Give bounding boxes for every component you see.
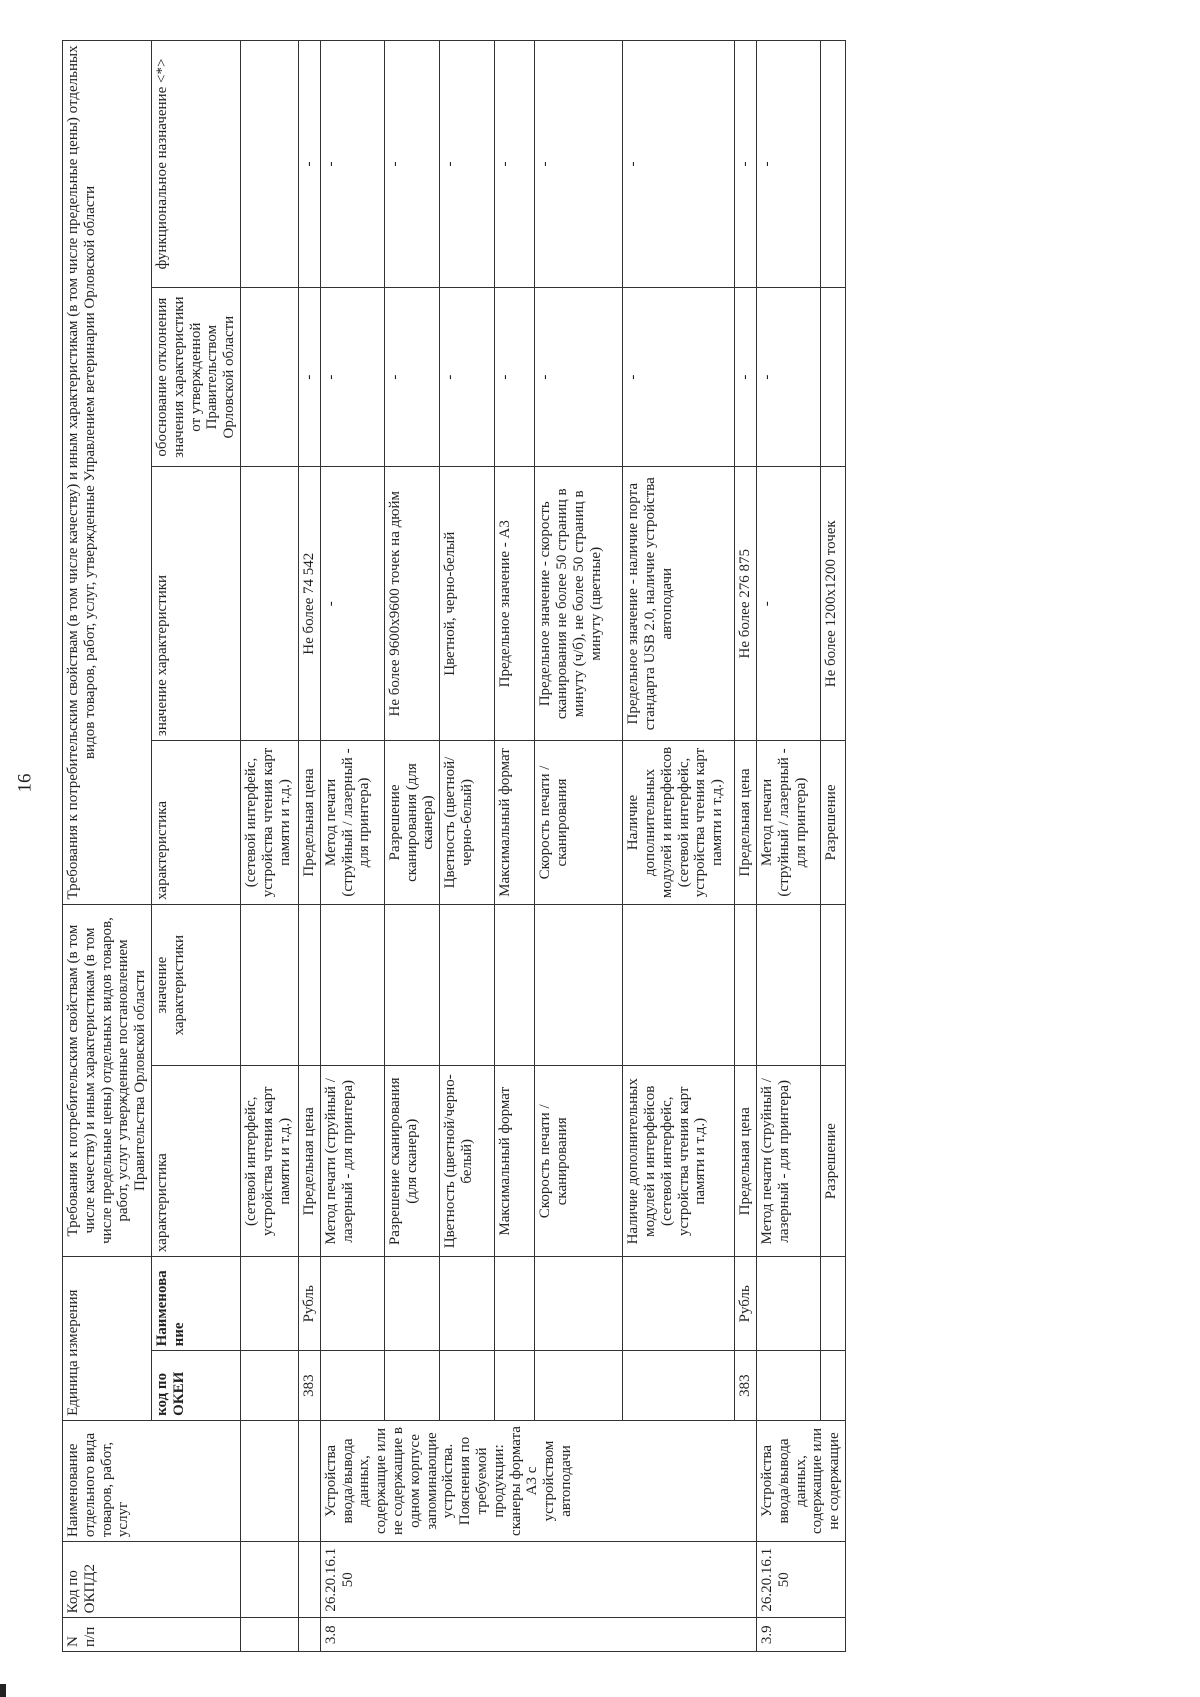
header-unit-name: Наименова ние xyxy=(151,1257,240,1351)
justification-cell: - xyxy=(623,287,735,466)
gov-char-cell: Метод печати (струйный / лазерный - для принтера) xyxy=(320,1066,384,1257)
table-row xyxy=(320,41,384,1652)
unit-cell: Рубль xyxy=(735,1257,757,1351)
gov-char-cell: Наличие дополнительных модулей и интерфейсов (сетевой интерфейс, устройства чтения карт памяти и т.д.) xyxy=(623,1066,735,1257)
vet-char-cell: Предельная цена xyxy=(298,741,320,905)
vet-value-cell: Не более 1200х1200 точек xyxy=(820,467,845,741)
vet-char-cell: Разрешение сканирования (для сканера) xyxy=(384,741,439,905)
vet-value-cell: Предельное значение - А3 xyxy=(495,467,535,741)
header-okpd2: Код по ОКПД2 xyxy=(63,1542,241,1618)
gov-char-cell: Максимальный формат xyxy=(495,1066,535,1257)
item-name: Устройства ввода/вывода данных, содержащие или не содержащие xyxy=(756,1420,845,1541)
justification-cell: - xyxy=(495,287,535,466)
justification-cell: - xyxy=(440,287,495,466)
item-num: 3.8 xyxy=(320,1618,756,1652)
table-row xyxy=(495,41,535,1652)
vet-char-cell: Метод печати (струйный / лазерный - для принтера) xyxy=(756,741,820,905)
gov-char-cell: Скорость печати / сканирования xyxy=(535,1066,623,1257)
header-vet-char: характеристика xyxy=(151,741,240,905)
vet-char-cell: Предельная цена xyxy=(735,741,757,905)
vet-char-cell: Наличие дополнительных модулей и интерфейсов (сетевой интерфейс, устройства чтения карт памяти и т.д.) xyxy=(623,741,735,905)
vet-char-cell: Максимальный формат xyxy=(495,741,535,905)
header-gov-requirements: Требования к потребительским свойствам (в том числе качеству) и иным характеристикам (в том числе предельные цены) отдельных видов товаров, работ, услуг утвержденные постановлением Правительства Орловской области xyxy=(63,904,152,1256)
vet-value-cell: Не более 74 542 xyxy=(298,467,320,741)
header-unit: Единица измерения xyxy=(63,1257,152,1421)
item-okpd2: 26.20.16.150 xyxy=(756,1542,845,1618)
justification-cell: - xyxy=(535,287,623,466)
okei-cell: 383 xyxy=(735,1351,757,1421)
table-row xyxy=(240,41,298,1652)
function-cell: - xyxy=(384,41,439,288)
vet-value-cell: Цветной, черно-белый xyxy=(440,467,495,741)
justification-cell: - xyxy=(320,287,384,466)
gov-char-cell: Предельная цена xyxy=(735,1066,757,1257)
header-gov-value: значение характеристики xyxy=(151,904,240,1066)
vet-value-cell: Не более 276 875 xyxy=(735,467,757,741)
unit-cell: Рубль xyxy=(298,1257,320,1351)
item-num: 3.9 xyxy=(756,1618,845,1652)
header-vet-requirements: Требования к потребительским свойствам (в том числе качеству) и иным характеристикам (в том числе предельные цены) отдельных видов товаров, работ, услуг, утвержденные Управлением ветеринарии Орловской области xyxy=(63,41,152,905)
header-function: функциональное назначение <*> xyxy=(151,41,240,288)
header-justification: обоснование отклонения значения характеристики от утвержденной Правительством Орловской области xyxy=(151,287,240,466)
vet-char-cell: Разрешение xyxy=(820,741,845,905)
vet-value-cell: Предельное значение - скорость сканирования не более 50 страниц в минуту (ч/б), не более 50 страниц в минуту (цветные) xyxy=(535,467,623,741)
table-row xyxy=(820,41,845,1652)
header-row-3 xyxy=(151,41,240,1652)
function-cell: - xyxy=(756,41,820,288)
vet-char-cell: Скорость печати / сканирования xyxy=(535,741,623,905)
vet-value-cell: Не более 9600х9600 точек на дюйм xyxy=(384,467,439,741)
justification-cell xyxy=(820,287,845,466)
gov-char-cell: Цветность (цветной/черно-белый) xyxy=(440,1066,495,1257)
function-cell: - xyxy=(623,41,735,288)
table-row xyxy=(735,41,757,1652)
okei-cell: 383 xyxy=(298,1351,320,1421)
function-cell: - xyxy=(298,41,320,288)
header-vet-value: значение характеристики xyxy=(151,467,240,741)
header-name: Наименование отдельного вида товаров, работ, услуг xyxy=(63,1420,241,1541)
item-name: Устройства ввода/вывода данных, содержащие или не содержащие в одном корпусе запоминающие устройства. Пояснения по требуемой продукции: сканеры формата А3 с устройством автоподачи xyxy=(320,1420,756,1541)
table-row xyxy=(384,41,439,1652)
vet-value-cell: - xyxy=(320,467,384,741)
function-cell: - xyxy=(440,41,495,288)
table-row xyxy=(535,41,623,1652)
function-cell xyxy=(820,41,845,288)
justification-cell: - xyxy=(384,287,439,466)
gov-char-cell: Разрешение сканирования (для сканера) xyxy=(384,1066,439,1257)
vet-char-cell: Цветность (цветной/черно-белый) xyxy=(440,741,495,905)
page-number: 16 xyxy=(14,773,36,793)
header-okei: код по ОКЕИ xyxy=(151,1351,240,1421)
vet-value-cell: Предельное значение - наличие порта стандарта USB 2.0, наличие устройства автоподачи xyxy=(623,467,735,741)
function-cell: - xyxy=(535,41,623,288)
justification-cell: - xyxy=(298,287,320,466)
gov-char-cell: Метод печати (струйный / лазерный - для принтера) xyxy=(756,1066,820,1257)
justification-cell: - xyxy=(756,287,820,466)
table-row xyxy=(440,41,495,1652)
rotated-page xyxy=(62,40,1192,1652)
table-row xyxy=(756,41,820,1652)
vet-char-cell: Метод печати (струйный / лазерный - для принтера) xyxy=(320,741,384,905)
justification-cell: - xyxy=(735,287,757,466)
header-gov-char: характеристика xyxy=(151,1066,240,1257)
table-row xyxy=(298,41,320,1652)
function-cell: - xyxy=(735,41,757,288)
gov-char-cell: Предельная цена xyxy=(298,1066,320,1257)
table-row xyxy=(623,41,735,1652)
header-row-1 xyxy=(63,41,152,1652)
vet-value-cell: - xyxy=(756,467,820,741)
function-cell: - xyxy=(320,41,384,288)
gov-char-cell: (сетевой интерфейс, устройства чтения карт памяти и т.д.) xyxy=(240,1066,298,1257)
scan-mark xyxy=(0,1684,6,1697)
vet-char-cell: (сетевой интерфейс, устройства чтения карт памяти и т.д.) xyxy=(240,741,298,905)
header-num: N п/п xyxy=(63,1618,241,1652)
requirements-table xyxy=(62,40,846,1652)
item-okpd2: 26.20.16.150 xyxy=(320,1542,756,1618)
function-cell: - xyxy=(495,41,535,288)
gov-char-cell: Разрешение xyxy=(820,1066,845,1257)
